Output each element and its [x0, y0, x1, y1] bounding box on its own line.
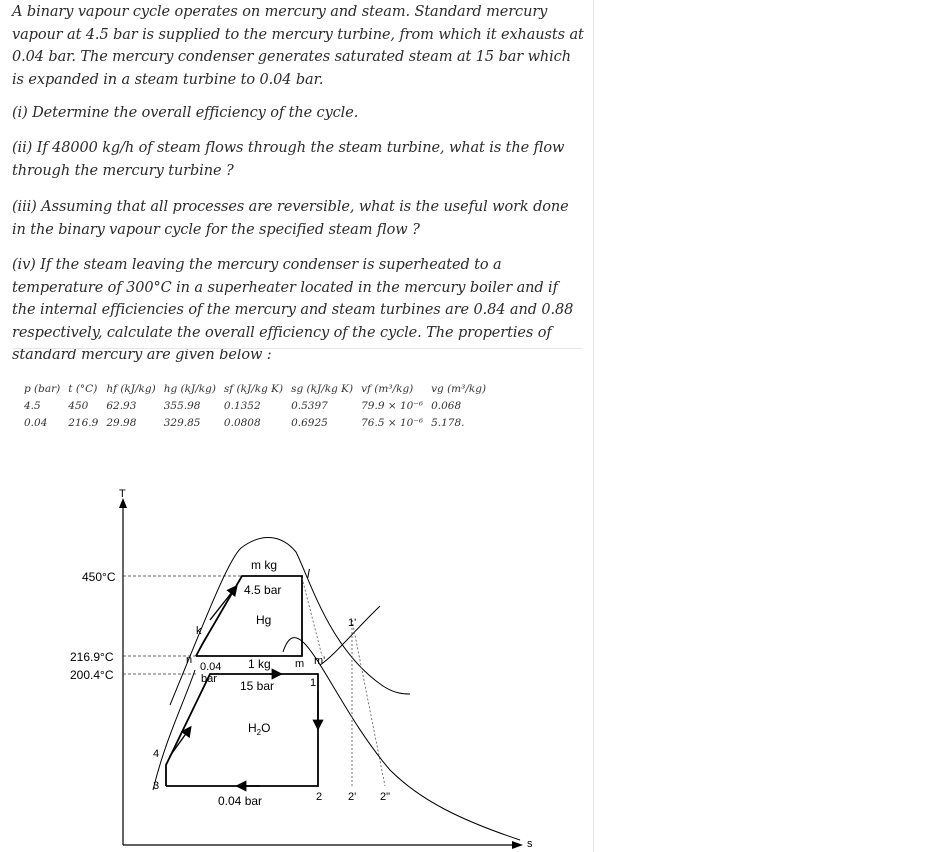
question-1: (i) Determine the overall efficiency of the cycle.	[12, 105, 359, 121]
point-n: n	[186, 654, 193, 666]
temp-450-label: 450°C	[82, 570, 116, 584]
cell: 79.9 × 10⁻⁶	[361, 399, 424, 412]
point-k: k	[196, 625, 202, 637]
header-sg: sg (kJ/kg K)	[291, 382, 354, 395]
superheat-line	[320, 606, 380, 665]
cell: 450	[68, 399, 89, 412]
hg-pump-arrow	[210, 587, 236, 620]
axis-t-label: T	[119, 488, 126, 500]
cell: 4.5	[24, 399, 41, 412]
point-2: 2	[316, 791, 323, 803]
point-1: 1	[310, 677, 317, 689]
cell: 0.068	[431, 399, 462, 412]
header-vg: vg (m³/kg)	[431, 382, 487, 395]
cell: 0.5397	[291, 399, 328, 412]
cell: 29.98	[106, 416, 137, 429]
header-hg: hg (kJ/kg)	[163, 382, 216, 395]
point-2-double-prime: 2"	[380, 791, 391, 803]
steam-feed-arrow	[170, 728, 190, 756]
point-2-prime: 2'	[348, 791, 357, 803]
temp-200-label: 200.4°C	[70, 668, 114, 682]
p-45-label: 4.5 bar	[244, 583, 282, 597]
table-row	[20, 414, 490, 431]
cell: 76.5 × 10⁻⁶	[361, 416, 424, 429]
p-004-bottom-label: 0.04 bar	[218, 794, 263, 808]
m-kg-label: m kg	[251, 558, 278, 572]
h2o-label: $H_2O$	[248, 721, 271, 737]
table-row	[20, 397, 490, 414]
question-3: (iii) Assuming that all processes are reversible, what is the useful work done in the binary vapour cycle for the specified steam flow ?	[12, 199, 569, 238]
question-2: (ii) If 48000 kg/h of steam flows through the steam turbine, what is the flow through the mercury turbine ?	[12, 140, 565, 179]
p-004-b-label: bar	[201, 673, 217, 685]
point-1-prime: 1'	[348, 617, 357, 629]
problem-intro: A binary vapour cycle operates on mercury and steam. Standard mercury vapour at 4.5 bar is supplied to the mercury turbine, from which it exhausts at 0.04 bar. The mercury condenser generates saturated steam at 15 bar which is expanded in a steam turbine to 0.04 bar.	[12, 4, 584, 88]
header-p: p (bar)	[24, 382, 61, 395]
cell: 216.9	[68, 416, 99, 429]
cell: 0.04	[24, 416, 48, 429]
divider	[12, 348, 582, 349]
cell: 0.0808	[223, 416, 261, 429]
cell: 62.93	[106, 399, 137, 412]
header-sf: sf (kJ/kg K)	[223, 382, 284, 395]
header-vf: vf (m³/kg)	[361, 382, 414, 395]
cell: 0.1352	[223, 399, 261, 412]
p-15-label: 15 bar	[240, 679, 275, 693]
axis-s-label: s	[527, 838, 533, 850]
header-t: t (°C)	[68, 382, 98, 395]
point-4: 4	[153, 748, 160, 760]
temp-216-label: 216.9°C	[70, 650, 114, 664]
point-l: l	[307, 567, 310, 581]
cell: 329.85	[163, 416, 201, 429]
point-m-prime: m'	[314, 655, 326, 667]
point-3: 3	[153, 780, 160, 792]
cell: 355.98	[163, 399, 201, 412]
ts-diagram	[0, 480, 593, 852]
s-axis-arrowhead	[512, 841, 523, 849]
header-hf: hf (kJ/kg)	[106, 382, 156, 395]
question-4: (iv) If the steam leaving the mercury condenser is superheated to a temperature of 300°C in a superheater located in the mercury boiler and if the internal efficiencies of the mercury and steam turbines are 0.84 and 0.88 respectively, calculate the overall efficiency of the cycle. The properties of standard mercury are given below :	[12, 257, 574, 363]
point-m: m	[295, 658, 305, 670]
cell: 5.178.	[431, 416, 465, 429]
p-004-a-label: 0.04	[200, 661, 222, 673]
hg-label: Hg	[256, 613, 272, 627]
kg1-label: 1 kg	[248, 657, 271, 671]
cell: 0.6925	[291, 416, 328, 429]
mercury-properties-table	[20, 380, 490, 431]
table-header-row	[20, 380, 490, 397]
line-2-double-prime	[352, 620, 385, 786]
